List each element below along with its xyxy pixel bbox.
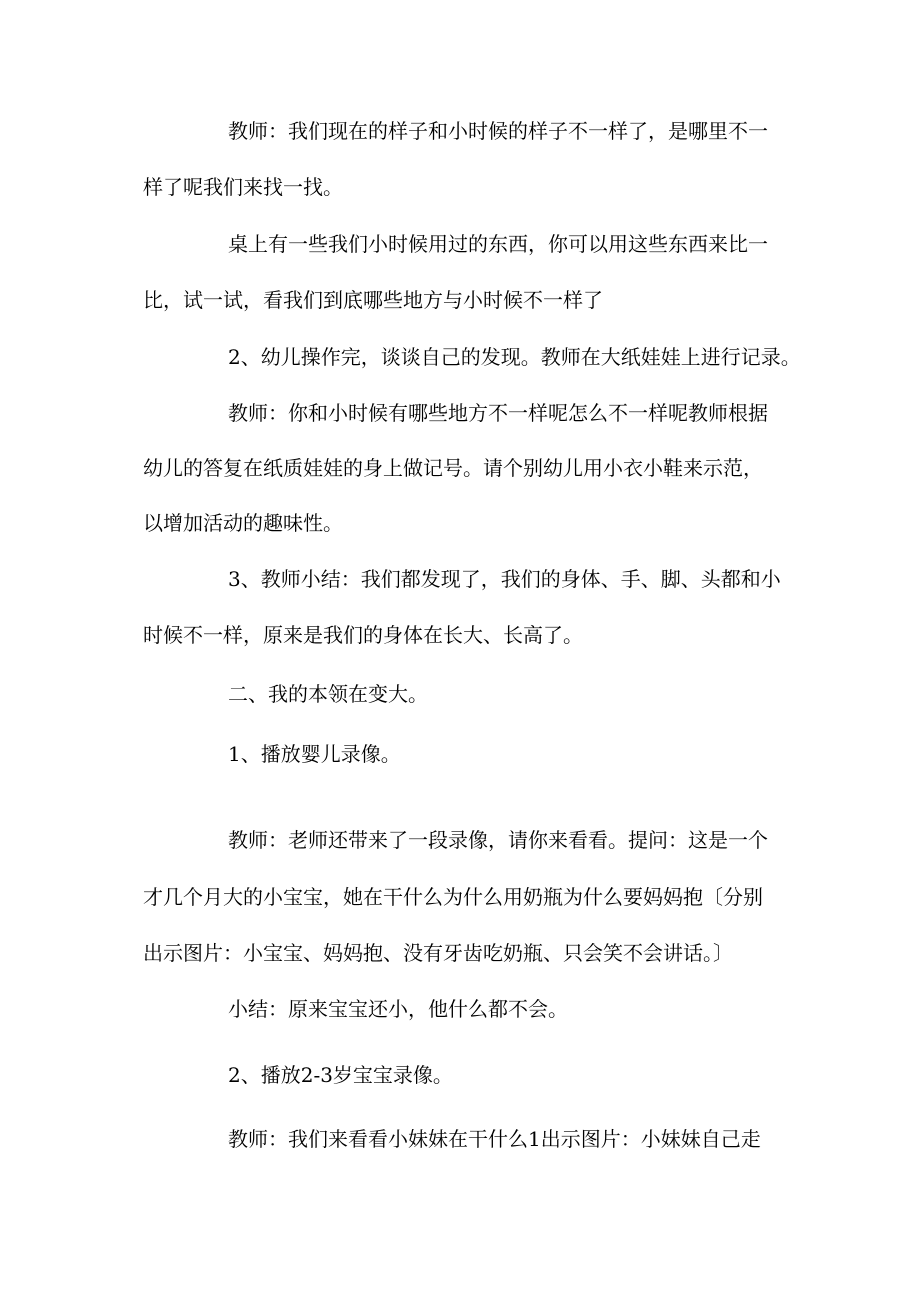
step-heading: 2、播放2-3岁宝宝录像。 [228, 1063, 453, 1087]
paragraph-line: 3、教师小结：我们都发现了，我们的身体、手、脚、头都和小 [228, 567, 781, 591]
paragraph-line: 才几个月大的小宝宝，她在干什么为什么用奶瓶为什么要妈妈抱〔分别 [143, 885, 763, 909]
paragraph-line: 小结：原来宝宝还小，他什么都不会。 [228, 997, 568, 1021]
paragraph-line: 桌上有一些我们小时候用过的东西，你可以用这些东西来比一 [228, 232, 768, 256]
paragraph-line: 出示图片：小宝宝、妈妈抱、没有牙齿吃奶瓶、只会笑不会讲话。〕 [143, 941, 733, 965]
paragraph-line: 时候不一样，原来是我们的身体在长大、长高了。 [143, 623, 583, 647]
paragraph-line: 教师：你和小时候有哪些地方不一样呢怎么不一样呢教师根据 [228, 401, 768, 425]
paragraph-line: 教师：老师还带来了一段录像，请你来看看。提问：这是一个 [228, 828, 768, 852]
paragraph-line: 教师：我们现在的样子和小时候的样子不一样了，是哪里不一 [228, 119, 768, 143]
paragraph-line: 样了呢我们来找一找。 [143, 175, 343, 199]
step-heading: 1、播放婴儿录像。 [228, 742, 401, 766]
paragraph-line: 教师：我们来看看小妹妹在干什么1出示图片：小妹妹自己走 [228, 1127, 761, 1151]
paragraph-line: 幼儿的答复在纸质娃娃的身上做记号。请个别幼儿用小衣小鞋来示范， [143, 456, 763, 480]
paragraph-line: 比，试一试，看我们到底哪些地方与小时候不一样了 [143, 288, 603, 312]
section-heading: 二、我的本领在变大。 [228, 682, 428, 706]
paragraph-line: 以增加活动的趣味性。 [143, 511, 343, 535]
paragraph-line: 2、幼儿操作完，谈谈自己的发现。教师在大纸娃娃上进行记录。 [228, 345, 801, 369]
